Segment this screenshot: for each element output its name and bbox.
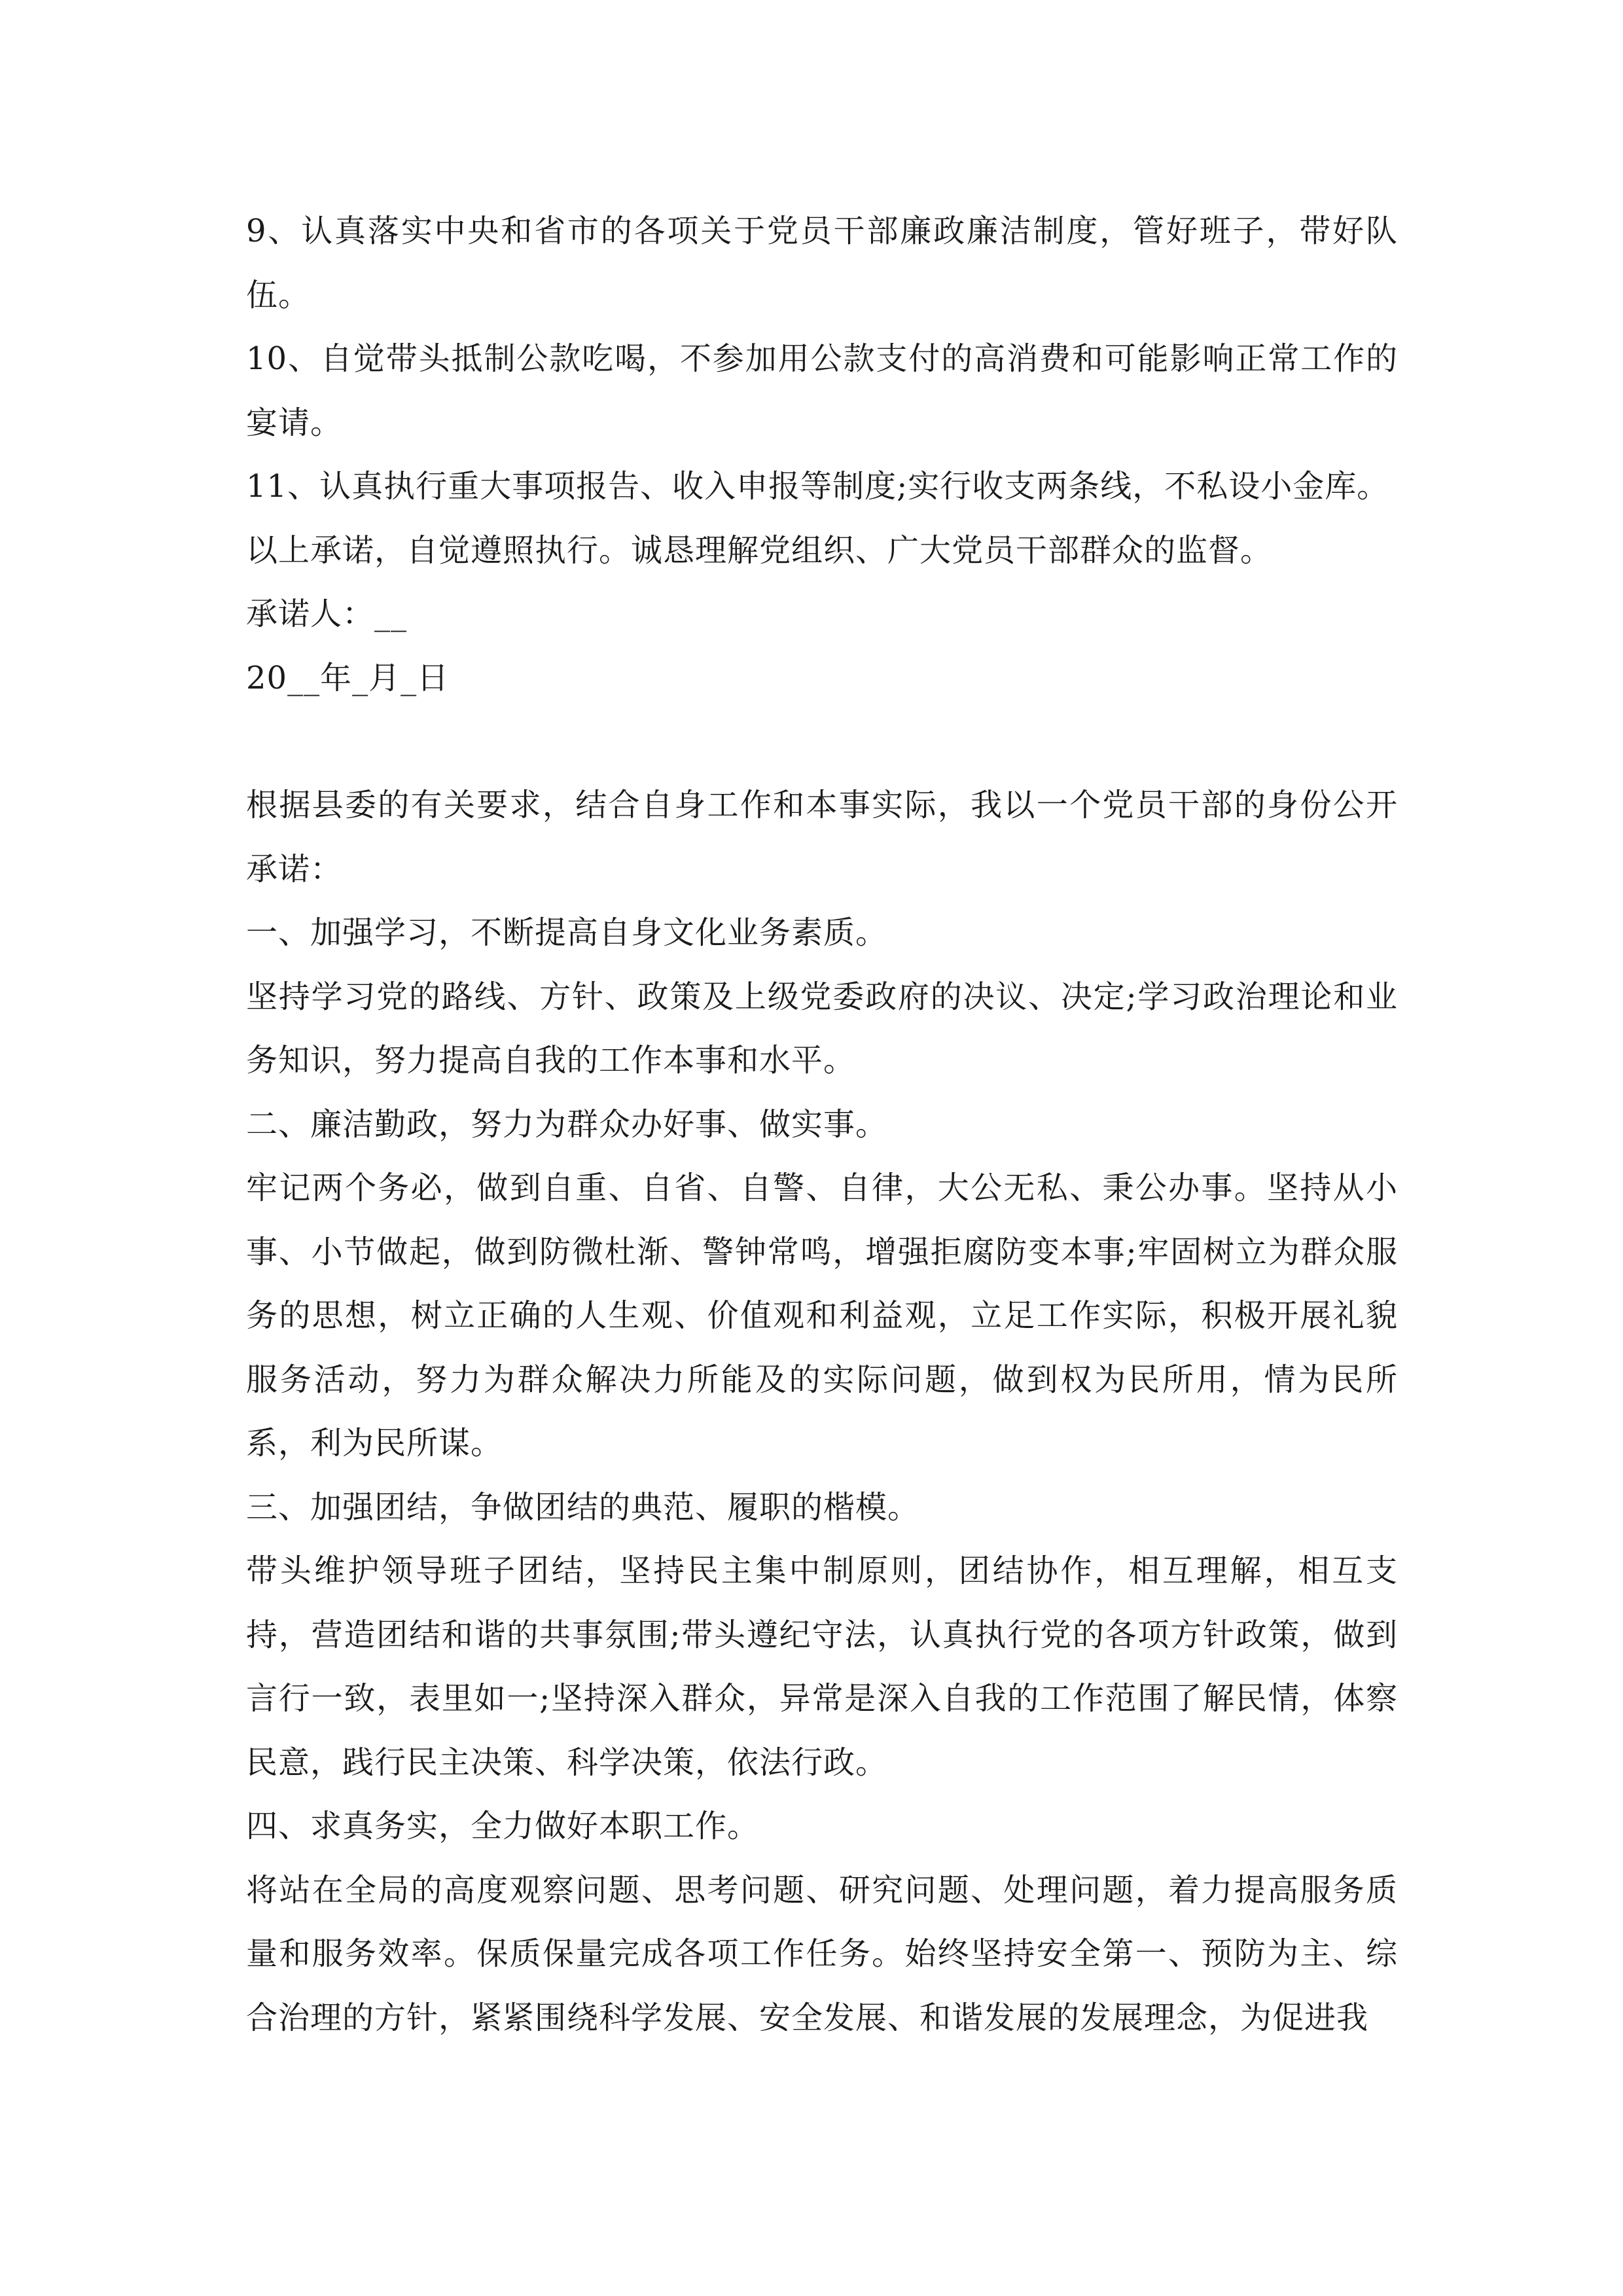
- commitment-item-11: 11、认真执行重大事项报告、收入申报等制度;实行收支两条线，不私设小金库。: [246, 468, 1389, 505]
- paragraph-pragmatic: 将站在全局的高度观察问题、思考问题、研究问题、处理问题，着力提高服务质量和服务效率。保质保量完成各项工作任务。始终坚持安全第一、预防为主、综合治理的方针，紧紧围绕科学发展、安全发展、和谐发展的发展理念，为促进我: [246, 1871, 1398, 2036]
- heading-pragmatic: 四、求真务实，全力做好本职工作。: [246, 1808, 760, 1844]
- paragraph-integrity: 牢记两个务必，做到自重、自省、自警、自律，大公无私、秉公办事。坚持从小事、小节做起，做到防微杜渐、警钟常鸣，增强拒腐防变本事;牢固树立为群众服务的思想，树立正确的人生观、价值观和利益观，立足工作实际，积极开展礼貌服务活动，努力为群众解决力所能及的实际问题，做到权为民所用，情为民所系，利为民所谋。: [246, 1170, 1398, 1462]
- document-body: [246, 200, 1398, 2050]
- section-gap: [246, 710, 1398, 774]
- heading-unity: 三、加强团结，争做团结的典范、履职的楷模。: [246, 1488, 920, 1526]
- signatory-line: 承诺人：__: [246, 596, 408, 632]
- heading-integrity: 二、廉洁勤政，努力为群众办好事、做实事。: [246, 1105, 888, 1143]
- paragraph-study: 坚持学习党的路线、方针、政策及上级党委政府的决议、决定;学习政治理论和业务知识，努力提高自我的工作本事和水平。: [246, 978, 1398, 1079]
- date-line: 20__年_月_日: [246, 659, 450, 696]
- commitment-item-10: 10、自觉带头抵制公款吃喝，不参加用公款支付的高消费和可能影响正常工作的宴请。: [246, 340, 1398, 441]
- commitment-item-9: 9、认真落实中央和省市的各项关于党员干部廉政廉洁制度，管好班子，带好队伍。: [246, 213, 1398, 314]
- closing-statement: 以上承诺，自觉遵照执行。诚恳理解党组织、广大党员干部群众的监督。: [246, 531, 1273, 569]
- paragraph-unity: 带头维护领导班子团结，坚持民主集中制原则，团结协作，相互理解，相互支持，营造团结和谐的共事氛围;带头遵纪守法，认真执行党的各项方针政策，做到言行一致，表里如一;坚持深入群众，异常是深入自我的工作范围了解民情，体察民意，践行民主决策、科学决策，依法行政。: [246, 1552, 1398, 1781]
- intro-paragraph: 根据县委的有关要求，结合自身工作和本事实际，我以一个党员干部的身份公开承诺：: [246, 787, 1398, 888]
- heading-study: 一、加强学习，不断提高自身文化业务素质。: [246, 914, 888, 951]
